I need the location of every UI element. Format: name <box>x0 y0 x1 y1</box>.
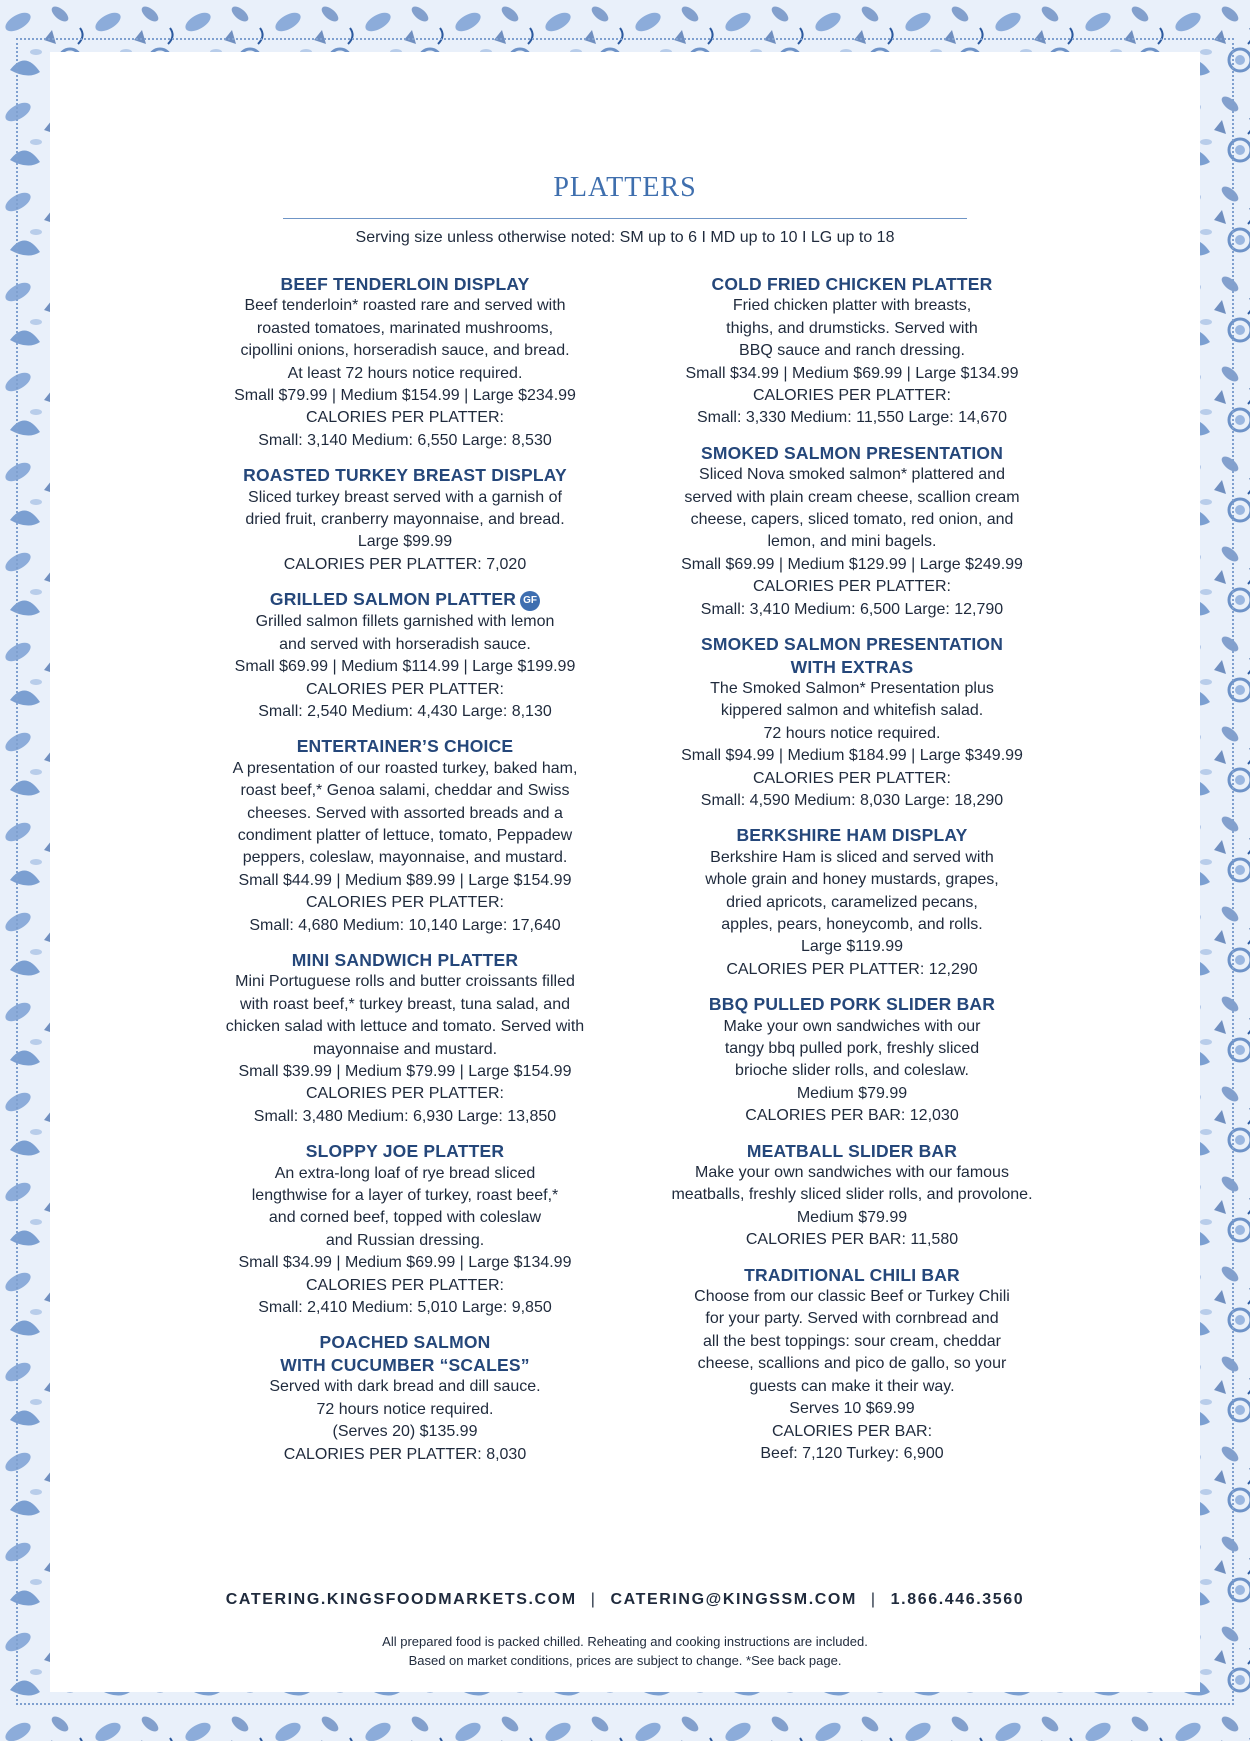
menu-item-line: CALORIES PER PLATTER: <box>306 409 504 427</box>
menu-item-line: Serves 10 $69.99 <box>789 1400 915 1418</box>
menu-item-line: all the best toppings: sour cream, cheddar <box>703 1332 1001 1350</box>
menu-item-line: peppers, coleslaw, mayonnaise, and mustard. <box>242 849 568 867</box>
menu-item-name-text: ENTERTAINER’S CHOICE <box>296 736 514 757</box>
menu-item-line: Grilled salmon fillets garnished with lemon <box>255 613 555 631</box>
menu-item-line: mayonnaise and mustard. <box>312 1040 498 1058</box>
menu-item-name <box>632 442 1072 464</box>
menu-item <box>185 949 625 1128</box>
email-link[interactable]: CATERING@KINGSSM.COM <box>610 1591 857 1608</box>
menu-item-line: Choose from our classic Beef or Turkey Chili <box>694 1288 1010 1306</box>
gluten-free-badge: GF <box>520 591 540 611</box>
menu-item-line: Small: 3,480 Medium: 6,930 Large: 13,850 <box>253 1107 557 1125</box>
menu-item-line: CALORIES PER PLATTER: 8,030 <box>283 1445 527 1463</box>
menu-item-line: CALORIES PER PLATTER: <box>753 387 951 405</box>
menu-item-name-text: SMOKED SALMON PRESENTATION <box>700 634 1004 655</box>
menu-item-line: Small $94.99 | Medium $184.99 | Large $349.99 <box>681 747 1023 765</box>
menu-item-line: Large $119.99 <box>800 938 903 956</box>
menu-item <box>632 273 1072 430</box>
menu-item-name <box>185 949 625 971</box>
menu-item-line: At least 72 hours notice required. <box>287 364 523 382</box>
menu-item <box>632 993 1072 1127</box>
menu-item <box>185 1331 625 1465</box>
menu-item-line: thighs, and drumsticks. Served with <box>726 319 978 337</box>
menu-item-line: CALORIES PER BAR: <box>771 1422 933 1440</box>
footer-note-line-2: Based on market conditions, prices are subject to change. *See back page. <box>408 1653 842 1668</box>
menu-item-line: cipollini onions, horseradish sauce, and bread. <box>240 342 570 360</box>
menu-item-line: CALORIES PER PLATTER: <box>306 680 504 698</box>
menu-item-line: Small $34.99 | Medium $69.99 | Large $134.99 <box>238 1254 572 1272</box>
menu-item-name-line-2: WITH CUCUMBER “SCALES” <box>280 1354 530 1375</box>
menu-item <box>632 824 1072 981</box>
menu-item-line: Beef tenderloin* roasted rare and served with <box>244 297 566 315</box>
menu-item-line: lemon, and mini bagels. <box>767 533 937 551</box>
menu-item-line: Make your own sandwiches with our <box>723 1017 981 1035</box>
menu-item-line: Small $79.99 | Medium $154.99 | Large $234.99 <box>234 387 576 405</box>
menu-item-name-text: BBQ PULLED PORK SLIDER BAR <box>708 994 996 1015</box>
menu-item-line: Berkshire Ham is sliced and served with <box>710 848 994 866</box>
menu-item-line: cheeses. Served with assorted breads and a <box>247 804 563 822</box>
right-menu-column <box>632 273 1072 1465</box>
menu-item-name <box>185 588 625 611</box>
menu-item-name <box>632 1140 1072 1162</box>
menu-item-line: CALORIES PER PLATTER: <box>306 1276 504 1294</box>
menu-item-name-text: GRILLED SALMON PLATTER <box>269 589 517 610</box>
contact-line <box>0 1591 1250 1609</box>
menu-item-name <box>185 273 625 295</box>
menu-item-line: whole grain and honey mustards, grapes, <box>705 871 999 889</box>
menu-item-name <box>185 1331 625 1353</box>
menu-item-name-text: TRADITIONAL CHILI BAR <box>744 1264 960 1285</box>
menu-item-line: Small: 2,410 Medium: 5,010 Large: 9,850 <box>258 1299 552 1317</box>
menu-item-line: Small $44.99 | Medium $89.99 | Large $154.99 <box>238 871 572 889</box>
menu-item-line: Large $99.99 <box>357 533 453 551</box>
menu-item-line: CALORIES PER PLATTER: <box>306 894 504 912</box>
separator: | <box>870 1591 877 1608</box>
menu-item-name <box>632 273 1072 295</box>
menu-item-name-text: COLD FRIED CHICKEN PLATTER <box>711 274 993 294</box>
menu-item-name <box>632 993 1072 1015</box>
menu-item-line: meatballs, freshly sliced slider rolls, and provolone. <box>671 1186 1033 1204</box>
menu-item-line: CALORIES PER PLATTER: <box>306 1085 504 1103</box>
menu-item-line: Medium $79.99 <box>796 1208 908 1226</box>
menu-item-line: and corned beef, topped with coleslaw <box>268 1209 542 1227</box>
menu-item-line: guests can make it their way. <box>749 1377 955 1395</box>
menu-item <box>632 1264 1072 1466</box>
menu-item <box>632 633 1072 812</box>
menu-item <box>632 1140 1072 1252</box>
menu-item-name <box>185 1140 625 1162</box>
menu-item-line: dried apricots, caramelized pecans, <box>726 893 978 911</box>
menu-item-line: Sliced turkey breast served with a garnish of <box>248 488 562 506</box>
menu-item-name-text: SLOPPY JOE PLATTER <box>305 1141 505 1162</box>
footer-note-line-1: All prepared food is packed chilled. Reheating and cooking instructions are included. <box>382 1634 868 1649</box>
menu-item-line: brioche slider rolls, and coleslaw. <box>735 1062 969 1080</box>
menu-item-line: Beef: 7,120 Turkey: 6,900 <box>760 1444 944 1462</box>
menu-item-line: tangy bbq pulled pork, freshly sliced <box>724 1040 980 1057</box>
menu-item-line: Small: 2,540 Medium: 4,430 Large: 8,130 <box>258 702 552 720</box>
menu-item-line: and served with horseradish sauce. <box>279 635 531 653</box>
menu-item-name <box>185 464 625 486</box>
menu-item-line: Small: 3,330 Medium: 11,550 Large: 14,670 <box>696 409 1008 427</box>
menu-item-line: dried fruit, cranberry mayonnaise, and bread. <box>245 511 565 529</box>
menu-item-name <box>632 633 1072 655</box>
menu-item-line: Small $34.99 | Medium $69.99 | Large $134.99 <box>685 364 1019 382</box>
page-title: PLATTERS <box>553 172 697 203</box>
menu-item-line: CALORIES PER PLATTER: 7,020 <box>283 555 527 573</box>
menu-item-line: cheese, scallions and pico de gallo, so your <box>697 1355 1007 1373</box>
menu-item-line: served with plain cream cheese, scallion cream <box>684 488 1020 506</box>
menu-item-name-text: MINI SANDWICH PLATTER <box>291 949 519 970</box>
title-divider <box>283 218 967 219</box>
menu-item-line: CALORIES PER PLATTER: 12,290 <box>726 960 978 978</box>
menu-item-line: CALORIES PER PLATTER: <box>753 769 951 787</box>
website-link[interactable]: CATERING.KINGSFOODMARKETS.COM <box>225 1591 577 1608</box>
menu-item-name-line-2: WITH EXTRAS <box>790 656 914 677</box>
menu-item-line: and Russian dressing. <box>325 1231 485 1249</box>
menu-item-line: for your party. Served with cornbread and <box>705 1310 999 1328</box>
left-menu-column <box>185 273 625 1466</box>
menu-item <box>185 735 625 937</box>
menu-item-line: cheese, capers, sliced tomato, red onion, and <box>690 511 1014 529</box>
menu-item-line: Small $69.99 | Medium $114.99 | Large $199.99 <box>234 658 576 676</box>
menu-item <box>185 588 625 723</box>
menu-item-line: roasted tomatoes, marinated mushrooms, <box>256 319 554 337</box>
menu-item-line: Small: 4,680 Medium: 10,140 Large: 17,640 <box>249 916 561 934</box>
menu-item-line: Small: 4,590 Medium: 8,030 Large: 18,290 <box>700 791 1004 809</box>
menu-item-name-text: POACHED SALMON <box>319 1332 491 1353</box>
menu-item-line: lengthwise for a layer of turkey, roast beef,* <box>251 1187 559 1205</box>
menu-item-name-text: BERKSHIRE HAM DISPLAY <box>736 825 968 846</box>
menu-item-line: The Smoked Salmon* Presentation plus <box>710 679 994 697</box>
menu-item-line: CALORIES PER BAR: 12,030 <box>745 1107 959 1125</box>
menu-item <box>632 442 1072 621</box>
menu-item-line: BBQ sauce and ranch dressing. <box>739 342 965 360</box>
menu-item-line: CALORIES PER BAR: 11,580 <box>745 1231 959 1249</box>
menu-item-line: Make your own sandwiches with our famous <box>695 1164 1009 1182</box>
menu-item-line: roast beef,* Genoa salami, cheddar and Swiss <box>240 782 570 800</box>
menu-item-name-text: MEATBALL SLIDER BAR <box>746 1140 958 1161</box>
separator: | <box>590 1591 597 1608</box>
phone-number[interactable]: 1.866.446.3560 <box>890 1591 1025 1608</box>
menu-item-line: Small: 3,410 Medium: 6,500 Large: 12,790 <box>700 600 1004 618</box>
menu-item-line: (Serves 20) $135.99 <box>332 1423 478 1441</box>
menu-item-line: CALORIES PER PLATTER: <box>753 578 951 596</box>
menu-item <box>185 1140 625 1319</box>
menu-item-name-text: ROASTED TURKEY BREAST DISPLAY <box>243 465 567 486</box>
menu-item-line: Sliced Nova smoked salmon* plattered and <box>699 466 1005 484</box>
menu-item-line: Small $69.99 | Medium $129.99 | Large $249.99 <box>681 555 1023 573</box>
menu-item-line: 72 hours notice required. <box>763 724 941 742</box>
menu-item-line: Medium $79.99 <box>796 1084 908 1102</box>
menu-item-line: with roast beef,* turkey breast, tuna salad, and <box>240 995 570 1013</box>
menu-item-line: A presentation of our roasted turkey, baked ham, <box>232 759 578 777</box>
menu-item-line: 72 hours notice required. <box>316 1400 494 1418</box>
menu-item-name <box>632 1264 1072 1286</box>
menu-item-line: apples, pears, honeycomb, and rolls. <box>721 915 983 933</box>
menu-item-line: Small: 3,140 Medium: 6,550 Large: 8,530 <box>258 431 552 449</box>
menu-item-name <box>632 824 1072 846</box>
menu-item-name-text: BEEF TENDERLOIN DISPLAY <box>280 274 530 294</box>
menu-item-line: Fried chicken platter with breasts, <box>732 297 972 315</box>
menu-item <box>185 464 625 576</box>
menu-item-line: chicken salad with lettuce and tomato. Served with <box>225 1018 585 1036</box>
serving-size-note: Serving size unless otherwise noted: SM up to 6 I MD up to 10 I LG up to 18 <box>355 229 895 246</box>
menu-item-line: Served with dark bread and dill sauce. <box>269 1378 541 1396</box>
menu-item-line: kippered salmon and whitefish salad. <box>720 702 984 720</box>
menu-item-line: condiment platter of lettuce, tomato, Peppadew <box>237 826 573 844</box>
menu-item-line: Small $39.99 | Medium $79.99 | Large $154.99 <box>238 1063 572 1080</box>
menu-item-line: Mini Portuguese rolls and butter croissants filled <box>235 973 575 991</box>
menu-item <box>185 273 625 452</box>
menu-item-line: An extra-long loaf of rye bread sliced <box>274 1164 536 1182</box>
menu-item-name <box>185 735 625 757</box>
menu-item-name-text: SMOKED SALMON PRESENTATION <box>700 442 1004 463</box>
